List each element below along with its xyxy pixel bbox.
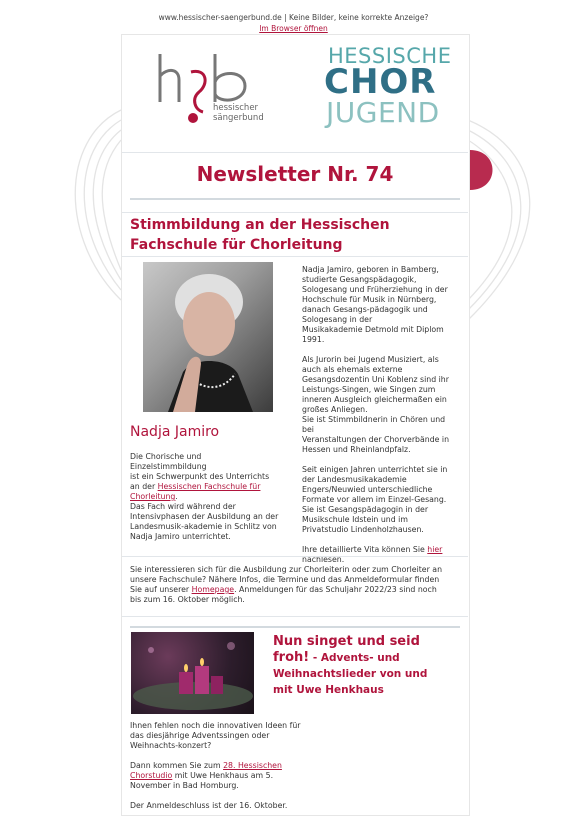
article2-line: Der Anmeldeschluss ist der 16. Oktober. xyxy=(130,801,288,810)
preheader-text: www.hessischer-saengerbund.de | Keine Bilder, keine korrekte Anzeige? xyxy=(158,13,429,22)
article2-title-line xyxy=(273,650,463,666)
bio-line: 1991. xyxy=(302,335,325,344)
newsletter-title: Newsletter Nr. 74 xyxy=(196,162,394,186)
info-line: bis zum 16. Oktober möglich. xyxy=(130,595,245,604)
bio-line: Hessen und Rheinlandpfalz. xyxy=(302,445,411,454)
chorstudio-link[interactable]: 28. Hessischen xyxy=(223,761,282,770)
left-text-line: Nadja Jamiro unterrichtet. xyxy=(130,532,231,541)
section-divider-4 xyxy=(122,616,468,617)
bio-line: Sie ist Gesangspädagogin in der xyxy=(302,505,429,514)
preheader xyxy=(0,12,587,34)
left-text-line: Landesmusik-akademie in Schlitz von xyxy=(130,522,277,531)
bio-line: studierte Gesangspädagogik, xyxy=(302,275,417,284)
bio-line: Seit einigen Jahren unterrichtet sie in xyxy=(302,465,448,474)
bio-line: Musikakademie Detmold mit Diplom xyxy=(302,325,444,334)
bio-line: Als Jurorin bei Jugend Musiziert, als xyxy=(302,355,439,364)
article2-line: Ihnen fehlen noch die innovativen Ideen für xyxy=(130,721,301,730)
person-name: Nadja Jamiro xyxy=(130,424,220,440)
article2-fragment: mit Uwe Henkhaus am 5. xyxy=(172,771,274,780)
left-text-line xyxy=(130,492,280,502)
header-divider xyxy=(122,152,468,153)
article2-paragraph-1 xyxy=(130,721,330,751)
article2-title-line: Nun singet und seid xyxy=(273,634,420,649)
vita-line xyxy=(302,545,464,555)
article-separator xyxy=(130,626,460,628)
article2-text xyxy=(130,721,330,811)
article2-line: das diesjährige Adventssingen oder xyxy=(130,731,270,740)
bio-line: bei xyxy=(302,425,314,434)
info-line: Sie interessieren sich für die Ausbildung zur Chorleiterin oder zum Chorleiter an xyxy=(130,565,443,574)
article2-title-line: Weihnachtslieder von und xyxy=(273,668,428,680)
article2-line xyxy=(130,761,330,771)
vita-text: Ihre detaillierte Vita können Sie xyxy=(302,545,428,554)
article1-heading xyxy=(130,215,390,255)
info-line: unsere Fachschule? Nähere Infos, die Termine und das Anmeldeformular finden xyxy=(130,575,440,584)
left-text-fragment: an der xyxy=(130,482,158,491)
fachschule-link-continued[interactable]: Chorleitung xyxy=(130,492,176,501)
vita-link[interactable]: hier xyxy=(427,545,443,554)
section-divider-1 xyxy=(122,212,468,213)
info-fragment: Sie auf unserer xyxy=(130,585,192,594)
article1-left-text xyxy=(130,452,280,542)
left-text-fragment: . xyxy=(175,492,178,501)
bio-line: Leistungs-Singen, wie Singen zum xyxy=(302,385,436,394)
bio-line: Formate vor allem im Einzel-Gesang. xyxy=(302,495,447,504)
chorstudio-link-continued[interactable]: Chorstudio xyxy=(130,771,173,780)
article1-right-text xyxy=(302,265,464,565)
section-divider-2 xyxy=(122,256,468,257)
bio-line: Musikschule Idstein und im xyxy=(302,515,408,524)
bio-line: Privatstudio Lindenholzhausen. xyxy=(302,525,424,534)
advent-candles-image xyxy=(131,632,254,714)
bio-line: Hochschule für Musik in Nürnberg, xyxy=(302,295,437,304)
chorjugend-line2: CHOR xyxy=(324,62,437,102)
chorjugend-line1: HESSISCHE xyxy=(328,44,452,68)
left-text-line: ist ein Schwerpunkt des Unterrichts xyxy=(130,472,270,481)
article2-title-fragment: - Advents- und xyxy=(309,652,400,664)
bio-line: der Landesmusikakademie xyxy=(302,475,407,484)
bio-line: Veranstaltungen der Chorverbände in xyxy=(302,435,450,444)
bio-line: Engers/Neuwied unterschiedliche xyxy=(302,485,433,494)
info-fragment: . Anmeldungen für das Schuljahr 2022/23 sind noch xyxy=(234,585,437,594)
advent-illustration xyxy=(131,632,254,714)
hsb-logo-line2: sängerbund xyxy=(213,113,264,123)
article2-line xyxy=(130,771,330,781)
left-text-line: Das Fach wird während der xyxy=(130,502,236,511)
article2-title-line: mit Uwe Henkhaus xyxy=(273,684,384,696)
nadja-jamiro-photo xyxy=(143,262,273,412)
article2-title-fragment: froh! xyxy=(273,650,310,665)
bio-paragraph-1 xyxy=(302,265,464,345)
bio-line: Sologesang in der xyxy=(302,315,373,324)
portrait-illustration xyxy=(143,262,273,412)
bio-paragraph-3 xyxy=(302,465,464,535)
article2-line: Weihnachts-konzert? xyxy=(130,741,212,750)
bio-paragraph-2 xyxy=(302,355,464,455)
section-divider-3 xyxy=(122,556,468,557)
title-separator xyxy=(130,198,460,200)
bio-line: auch als ehemals externe xyxy=(302,365,403,374)
homepage-link[interactable]: Homepage xyxy=(191,585,235,594)
left-text-line: Die Chorische und Einzelstimmbildung xyxy=(130,452,207,471)
open-in-browser-link[interactable]: Im Browser öffnen xyxy=(259,24,328,33)
bio-line: Nadja Jamiro, geboren in Bamberg, xyxy=(302,265,439,274)
article1-heading-line1: Stimmbildung an der Hessischen xyxy=(130,217,390,233)
article1-info-text xyxy=(130,565,460,605)
fachschule-link[interactable]: Hessischen Fachschule für xyxy=(157,482,261,491)
bio-line: Sologesang und Früherziehung in der xyxy=(302,285,448,294)
chorjugend-line3: JUGEND xyxy=(326,96,440,129)
article2-fragment: Dann kommen Sie zum xyxy=(130,761,224,770)
left-text-line xyxy=(130,482,280,492)
article2-title xyxy=(273,634,463,698)
bio-line: Gesangsdozentin Uni Koblenz sind ihr xyxy=(302,375,449,384)
vita-text-end: nachlesen. xyxy=(302,555,345,564)
left-text-line: Intensivphasen der Ausbildung an der xyxy=(130,512,279,521)
bio-line: großes Anliegen. xyxy=(302,405,368,414)
bio-line: inneren Ausgleich gleichermaßen ein xyxy=(302,395,447,404)
info-line xyxy=(130,585,460,595)
bio-line: Sie ist Stimmbildnerin in Chören und xyxy=(302,415,446,424)
article2-line: November in Bad Homburg. xyxy=(130,781,239,790)
article1-heading-line2: Fachschule für Chorleitung xyxy=(130,237,343,253)
bio-line: danach Gesangs-pädagogik und xyxy=(302,305,428,314)
hsb-logo-line1: hessischer xyxy=(213,103,259,113)
